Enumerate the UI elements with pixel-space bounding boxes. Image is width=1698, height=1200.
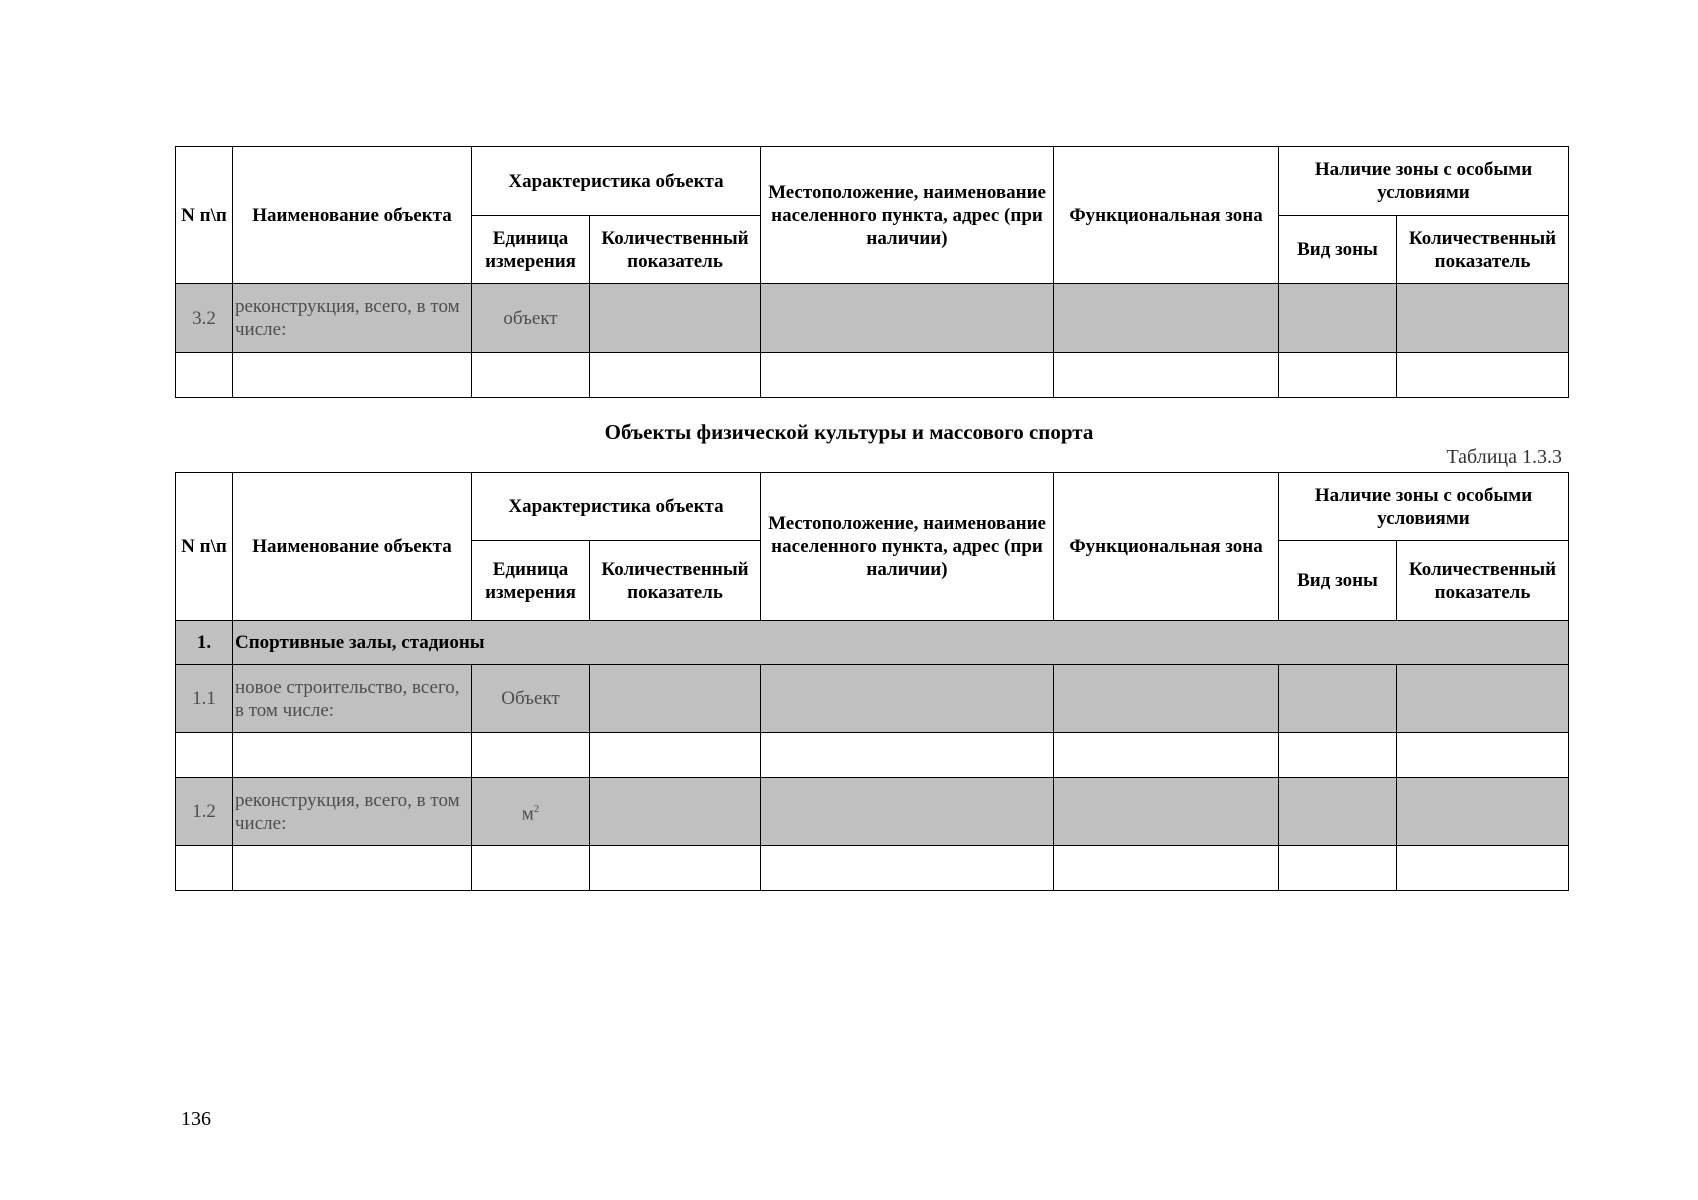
- row-quantity: [590, 665, 761, 733]
- row-name: реконструкция, всего, в том числе:: [233, 778, 472, 846]
- col-num-header: N п\п: [176, 147, 233, 284]
- row-location: [761, 284, 1054, 353]
- row-unit: [472, 778, 590, 846]
- col-special-zone-header: Наличие зоны с особыми условиями: [1279, 473, 1569, 541]
- row-unit-exponent: 2: [533, 802, 540, 815]
- col-location-header: Местоположение, наименование населенного пункта, адрес (при наличии): [761, 473, 1054, 621]
- row-zone: [1054, 778, 1279, 846]
- row-location: [761, 665, 1054, 733]
- row-zone-quantity: [1397, 284, 1569, 353]
- table-row: [176, 284, 1569, 353]
- col-name-header: Наименование объекта: [233, 473, 472, 621]
- row-number: 3.2: [176, 284, 233, 353]
- col-characteristic-header: Характеристика объекта: [472, 473, 761, 541]
- col-quantity-header: Количественный показатель: [590, 541, 761, 621]
- row-number: 1.1: [176, 665, 233, 733]
- col-characteristic-header: Характеристика объекта: [472, 147, 761, 216]
- col-unit-header: Единица измерения: [472, 216, 590, 284]
- row-name: новое строительство, всего, в том числе:: [233, 665, 472, 733]
- table-row-empty: [176, 733, 1569, 778]
- table-row-empty: [176, 846, 1569, 891]
- row-zone-type: [1279, 778, 1397, 846]
- col-zone-quantity-header: Количественный показатель: [1397, 541, 1569, 621]
- col-location-header: Местоположение, наименование населенного пункта, адрес (при наличии): [761, 147, 1054, 284]
- col-zone-type-header: Вид зоны: [1279, 541, 1397, 621]
- row-zone-quantity: [1397, 778, 1569, 846]
- page-number: 136: [181, 1108, 211, 1130]
- table-row-empty: [176, 353, 1569, 398]
- row-zone-type: [1279, 665, 1397, 733]
- col-name-header: Наименование объекта: [233, 147, 472, 284]
- table-row: [176, 665, 1569, 733]
- table-label: Таблица 1.3.3: [1446, 446, 1562, 468]
- row-zone: [1054, 665, 1279, 733]
- row-zone-quantity: [1397, 665, 1569, 733]
- col-unit-header: Единица измерения: [472, 541, 590, 621]
- section-title: Объекты физической культуры и массового спорта: [604, 420, 1094, 444]
- col-zone-quantity-header: Количественный показатель: [1397, 216, 1569, 284]
- row-location: [761, 778, 1054, 846]
- row-name: реконструкция, всего, в том числе:: [233, 284, 472, 353]
- row-zone-type: [1279, 284, 1397, 353]
- col-special-zone-header: Наличие зоны с особыми условиями: [1279, 147, 1569, 216]
- row-zone: [1054, 284, 1279, 353]
- col-num-header: N п\п: [176, 473, 233, 621]
- group-row: [176, 621, 1569, 665]
- col-zone-header: Функциональная зона: [1054, 147, 1279, 284]
- group-title: Спортивные залы, стадионы: [233, 621, 1569, 665]
- row-quantity: [590, 284, 761, 353]
- table-sports-objects: [175, 472, 1569, 891]
- col-zone-header: Функциональная зона: [1054, 473, 1279, 621]
- row-quantity: [590, 778, 761, 846]
- col-zone-type-header: Вид зоны: [1279, 216, 1397, 284]
- table-row: [176, 778, 1569, 846]
- group-number: 1.: [176, 621, 233, 665]
- row-unit: Объект: [472, 665, 590, 733]
- table-continuation: [175, 146, 1569, 398]
- row-unit: объект: [472, 284, 590, 353]
- row-number: 1.2: [176, 778, 233, 846]
- col-quantity-header: Количественный показатель: [590, 216, 761, 284]
- row-unit-base: м: [521, 803, 534, 825]
